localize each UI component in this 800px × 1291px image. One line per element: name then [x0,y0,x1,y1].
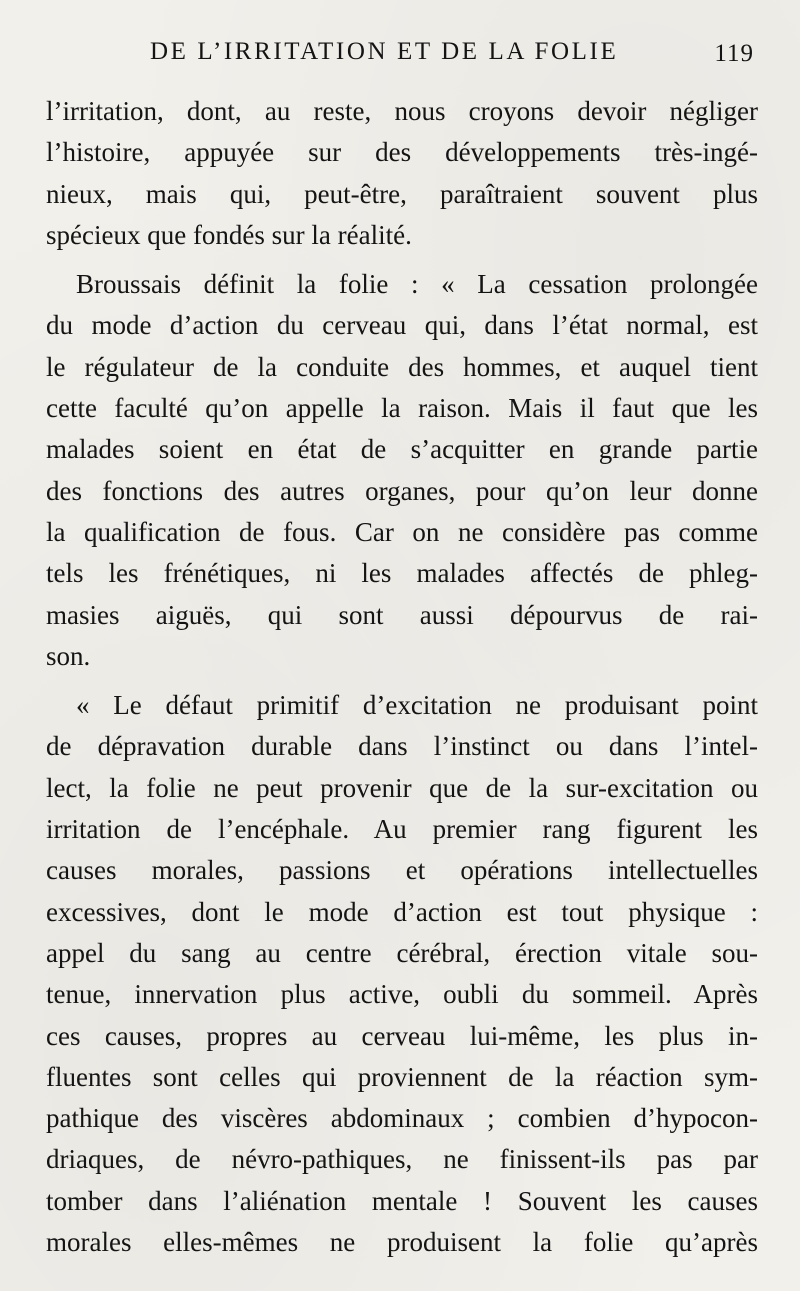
text-line: Broussais définit la folie : « La cessation prolongée [76,269,758,300]
page-header [150,38,770,68]
text-line: tels les frénétiques, ni les malades affectés de phleg- [46,558,758,589]
paragraph-3 [46,685,758,1263]
text-line: ces causes, propres au cerveau lui-même, les plus in- [46,1020,758,1051]
text-line: tomber dans l’aliénation mentale ! Souvent les causes [46,1185,758,1216]
text-line: du mode d’action du cerveau qui, dans l’état normal, est [46,310,758,341]
text-line: tenue, innervation plus active, oubli du sommeil. Après [46,979,758,1010]
text-line: l’irritation, dont, au reste, nous croyons devoir négliger [46,96,758,126]
paragraph-2 [46,264,758,677]
text-line: le régulateur de la conduite des hommes, et auquel tient [46,351,758,382]
text-line: de dépravation durable dans l’instinct ou dans l’intel- [46,731,758,762]
text-line: pathique des viscères abdominaux ; combien d’hypocon- [46,1103,758,1134]
text-line: fluentes sont celles qui proviennent de la réaction sym- [46,1061,758,1092]
text-line: causes morales, passions et opérations intellectuelles [46,855,758,886]
text-line: masies aiguës, qui sont aussi dépourvus de rai- [46,599,758,630]
paragraph-gap [46,256,758,264]
body-text [46,91,758,1263]
text-line: lect, la folie ne peut provenir que de la sur-excitation ou [46,772,758,803]
paragraph-1 [46,91,758,256]
text-line: la qualification de fous. Car on ne considère pas comme [46,516,758,547]
text-line: malades soient en état de s’acquitter en grande partie [46,434,758,465]
text-line: cette faculté qu’on appelle la raison. Mais il faut que les [46,393,758,424]
page-number: 119 [714,40,754,67]
text-line: appel du sang au centre cérébral, érection vitale sou- [46,937,758,968]
text-line: driaques, de névro-pathiques, ne finissent-ils pas par [46,1144,758,1175]
text-line: morales elles-mêmes ne produisent la folie qu’après [46,1227,758,1258]
text-line: excessives, dont le mode d’action est tout physique : [46,896,758,927]
text-line: l’histoire, appuyée sur des développements très-ingé- [46,137,758,168]
paragraph-gap [46,677,758,685]
text-line: irritation de l’encéphale. Au premier rang figurent les [46,814,758,845]
text-line: des fonctions des autres organes, pour qu’on leur donne [46,475,758,506]
text-line: spécieux que fondés sur la réalité. [46,219,412,250]
running-head: DE L’IRRITATION ET DE LA FOLIE [150,38,619,65]
text-line: son. [46,640,91,671]
text-line: « Le défaut primitif d’excitation ne produisant point [76,690,758,721]
text-line: nieux, mais qui, peut-être, paraîtraient souvent plus [46,178,758,209]
